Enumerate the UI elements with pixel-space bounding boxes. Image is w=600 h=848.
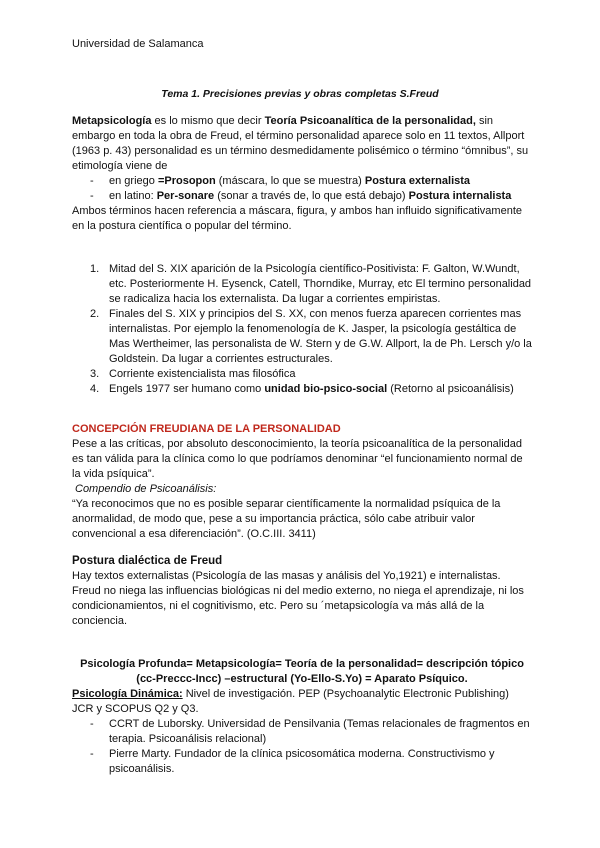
list-item: 3. Corriente existencialista mas filosófica — [90, 368, 296, 380]
postura-paragraph: Hay textos externalistas (Psicología de las masas y análisis del Yo,1921) e internalistas. Freud no niega las influencias biológicas ni del medio externo, no niega el aprendizaje, ni los condicionamientos, ni el cognitivismo, etc. Pero su ´metapsicología va más allá de la conciencia. — [72, 570, 524, 627]
history-section — [72, 262, 532, 397]
section-heading: CONCEPCIÓN FREUDIANA DE LA PERSONALIDAD — [72, 423, 341, 435]
list-item: 1. Mitad del S. XIX aparición de la Psicología científico-Positivista: F. Galton, W.Wundt, etc. Posteriormente H. Eysenck, Catell, Thorndike, Murray, etc El termino personalidad se radicaliza hacia los externalista. Da lugar a corrientes empiristas. — [90, 263, 532, 305]
concepcion-paragraph: Pese a las críticas, por absoluto desconocimiento, la teoría psicoanalítica de la personalidad es tan válida para la clínica como lo que podríamos denominar “el funcionamiento normal de la vida psíquica”. — [72, 438, 523, 480]
metapsicologia-term: Metapsicología — [72, 115, 152, 127]
list-item: 4. Engels 1977 ser humano como unidad bio-psico-social (Retorno al psicoanálisis) — [90, 383, 514, 395]
intro-paragraph: Metapsicología es lo mismo que decir Teoría Psicoanalítica de la personalidad, sin embargo en toda la obra de Freud, el término personalidad aparece solo en 11 textos, Allport (1963 p. 43) personalidad es un término desmedidamente polisémico o término “ómnibus”, su etimología viene de — [72, 115, 529, 172]
list-item: 2. Finales del S. XIX y principios del S. XX, con menos fuerza aparecen corrientes mas internalistas. Por ejemplo la fenomenología de K. Jasper, la psicología gestáltica de Mas Wertheimer, las personalista de W. Stern y de G.W. Allport, la de Ph. Lersch y/o la Goldstein. Da lugar a corrientes estructurales. — [90, 308, 532, 365]
list-item: - Pierre Marty. Fundador de la clínica psicosomática moderna. Constructivismo y psicoanálisis. — [90, 748, 495, 775]
history-list — [72, 262, 532, 397]
profunda-definition-line1: Psicología Profunda= Metapsicología= Teoría de la personalidad= descripción tópico — [80, 658, 524, 670]
profunda-definition-line2: (cc-Preccc-Incc) –estructural (Yo-Ello-S.Yo) = Aparato Psíquico. — [136, 673, 468, 685]
compendio-label: Compendio de Psicoanálisis: — [75, 483, 217, 495]
dinamica-list — [72, 717, 532, 777]
list-item: - en latino: Per-sonare (sonar a través de, lo que está debajo) Postura internalista — [90, 190, 512, 202]
dinamica-label: Psicología Dinámica: — [72, 688, 183, 700]
list-item: - en griego =Prosopon (máscara, lo que se muestra) Postura externalista — [90, 175, 471, 187]
postura-section — [72, 554, 532, 629]
freud-quote: “Ya reconocimos que no es posible separar científicamente la normalidad psíquica de la anormalidad, de modo que, pese a su importancia práctica, sólo cabe atribuir valor convencional a esa diferenciación”. (O.C.III. 3411) — [72, 498, 501, 540]
document-title: Tema 1. Precisiones previas y obras completas S.Freud — [161, 88, 439, 100]
dinamica-paragraph: Psicología Dinámica: Nivel de investigación. PEP (Psychoanalytic Electronic Publishing) JCR y SCOPUS Q2 y Q3. — [72, 688, 509, 715]
intro-closing: Ambos términos hacen referencia a máscara, figura, y ambos han influido significativamente en la postura científica o popular del término. — [72, 205, 523, 232]
intro-section — [72, 114, 532, 234]
page-header: Universidad de Salamanca — [72, 38, 204, 50]
section-heading: Postura dialéctica de Freud — [72, 555, 223, 567]
list-item: - CCRT de Luborsky. Universidad de Pensilvania (Temas relacionales de fragmentos en terapia. Psicoanálisis relacional) — [90, 718, 530, 745]
teoria-bold: Teoría Psicoanalítica de la personalidad, — [264, 115, 476, 127]
profunda-section — [72, 657, 532, 777]
etymology-list — [72, 174, 532, 204]
concepcion-section — [72, 422, 532, 542]
